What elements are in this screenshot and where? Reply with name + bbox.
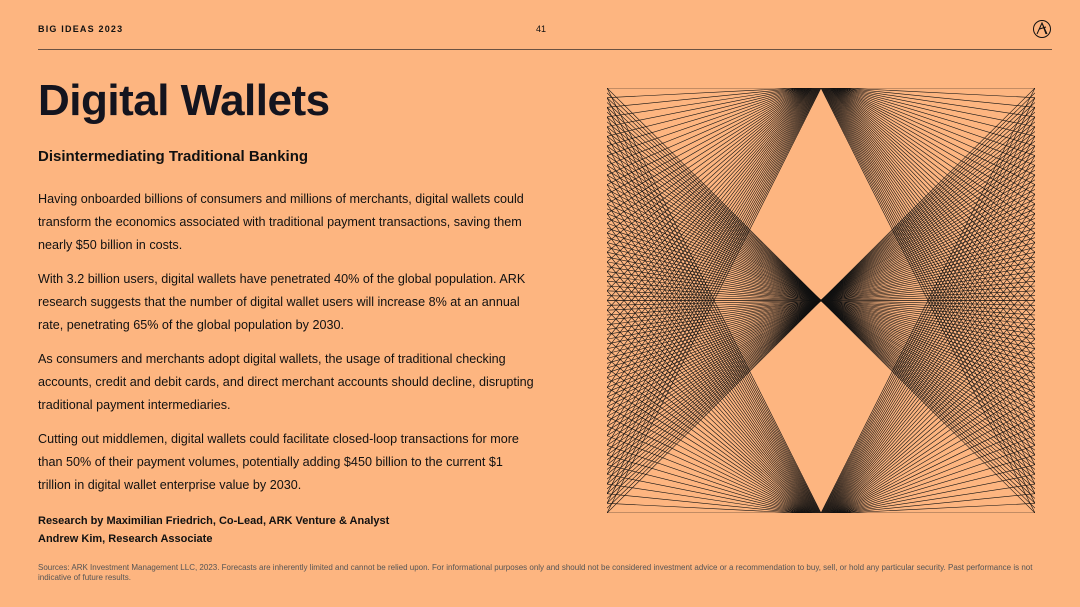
string-line: [607, 407, 805, 513]
string-line: [841, 465, 1036, 513]
string-line: [838, 88, 1036, 194]
string-line: [607, 465, 802, 513]
string-art-illustration: [607, 88, 1035, 513]
string-line: [821, 301, 1035, 504]
string-line: [839, 436, 1035, 513]
string-line: [607, 88, 808, 262]
page-title: Digital Wallets: [38, 76, 330, 125]
string-line: [607, 199, 821, 300]
credit-line-lead: Research by Maximilian Friedrich, Co-Lead, ARK Venture & Analyst: [38, 515, 390, 527]
string-line: [841, 88, 1036, 136]
string-line: [838, 407, 1036, 513]
string-line: [607, 88, 800, 98]
paragraph: With 3.2 billion users, digital wallets have penetrated 40% of the global population. ARK research suggests that the number of digital wallet users will increase 8% at an annual rate, penetrating 65% of the global population by 2030.: [38, 272, 526, 332]
string-line: [607, 88, 803, 165]
string-line: [607, 339, 808, 513]
string-line: [843, 503, 1036, 513]
page-number: 41: [536, 24, 547, 34]
research-credits: [38, 512, 389, 548]
page-header: [38, 0, 1052, 50]
string-line: [607, 436, 803, 513]
ark-logo-icon: [1032, 19, 1052, 39]
string-line: [821, 199, 1035, 300]
string-line: [607, 88, 802, 136]
report-title: BIG IDEAS 2023: [38, 24, 124, 34]
string-line: [607, 503, 800, 513]
paragraph: Cutting out middlemen, digital wallets could facilitate closed-loop transactions for more than 50% of their payment volumes, potentially adding $450 billion to the current $1 trillion in digital wallet enterprise value by 2030.: [38, 432, 519, 492]
paragraph: Having onboarded billions of consumers and millions of merchants, digital wallets could transform the economics associated with traditional payment transactions, saving them nearly $50 billion in costs.: [38, 192, 524, 252]
string-line: [607, 301, 821, 402]
credit-line-associate: Andrew Kim, Research Associate: [38, 533, 213, 545]
string-line: [834, 88, 1035, 262]
string-line: [607, 301, 821, 504]
string-line: [607, 88, 805, 194]
string-line: [843, 88, 1036, 98]
string-art-lines: [607, 88, 1035, 513]
paragraph: As consumers and merchants adopt digital wallets, the usage of traditional checking accounts, credit and debit cards, and direct merchant accounts should decline, disrupting traditional payment intermediaries.: [38, 352, 534, 412]
body-text: [38, 188, 538, 508]
string-line: [834, 339, 1035, 513]
string-line: [821, 301, 1035, 402]
string-line: [839, 88, 1035, 165]
page-subtitle: Disintermediating Traditional Banking: [38, 148, 309, 165]
disclaimer: Sources: ARK Investment Management LLC, 2023. Forecasts are inherently limited and cannot be relied upon. For informational purposes only and should not be considered investment advice or a recommendation to buy, sell, or hold any particular security. Past performance is not indicative of future results.: [38, 563, 1033, 582]
